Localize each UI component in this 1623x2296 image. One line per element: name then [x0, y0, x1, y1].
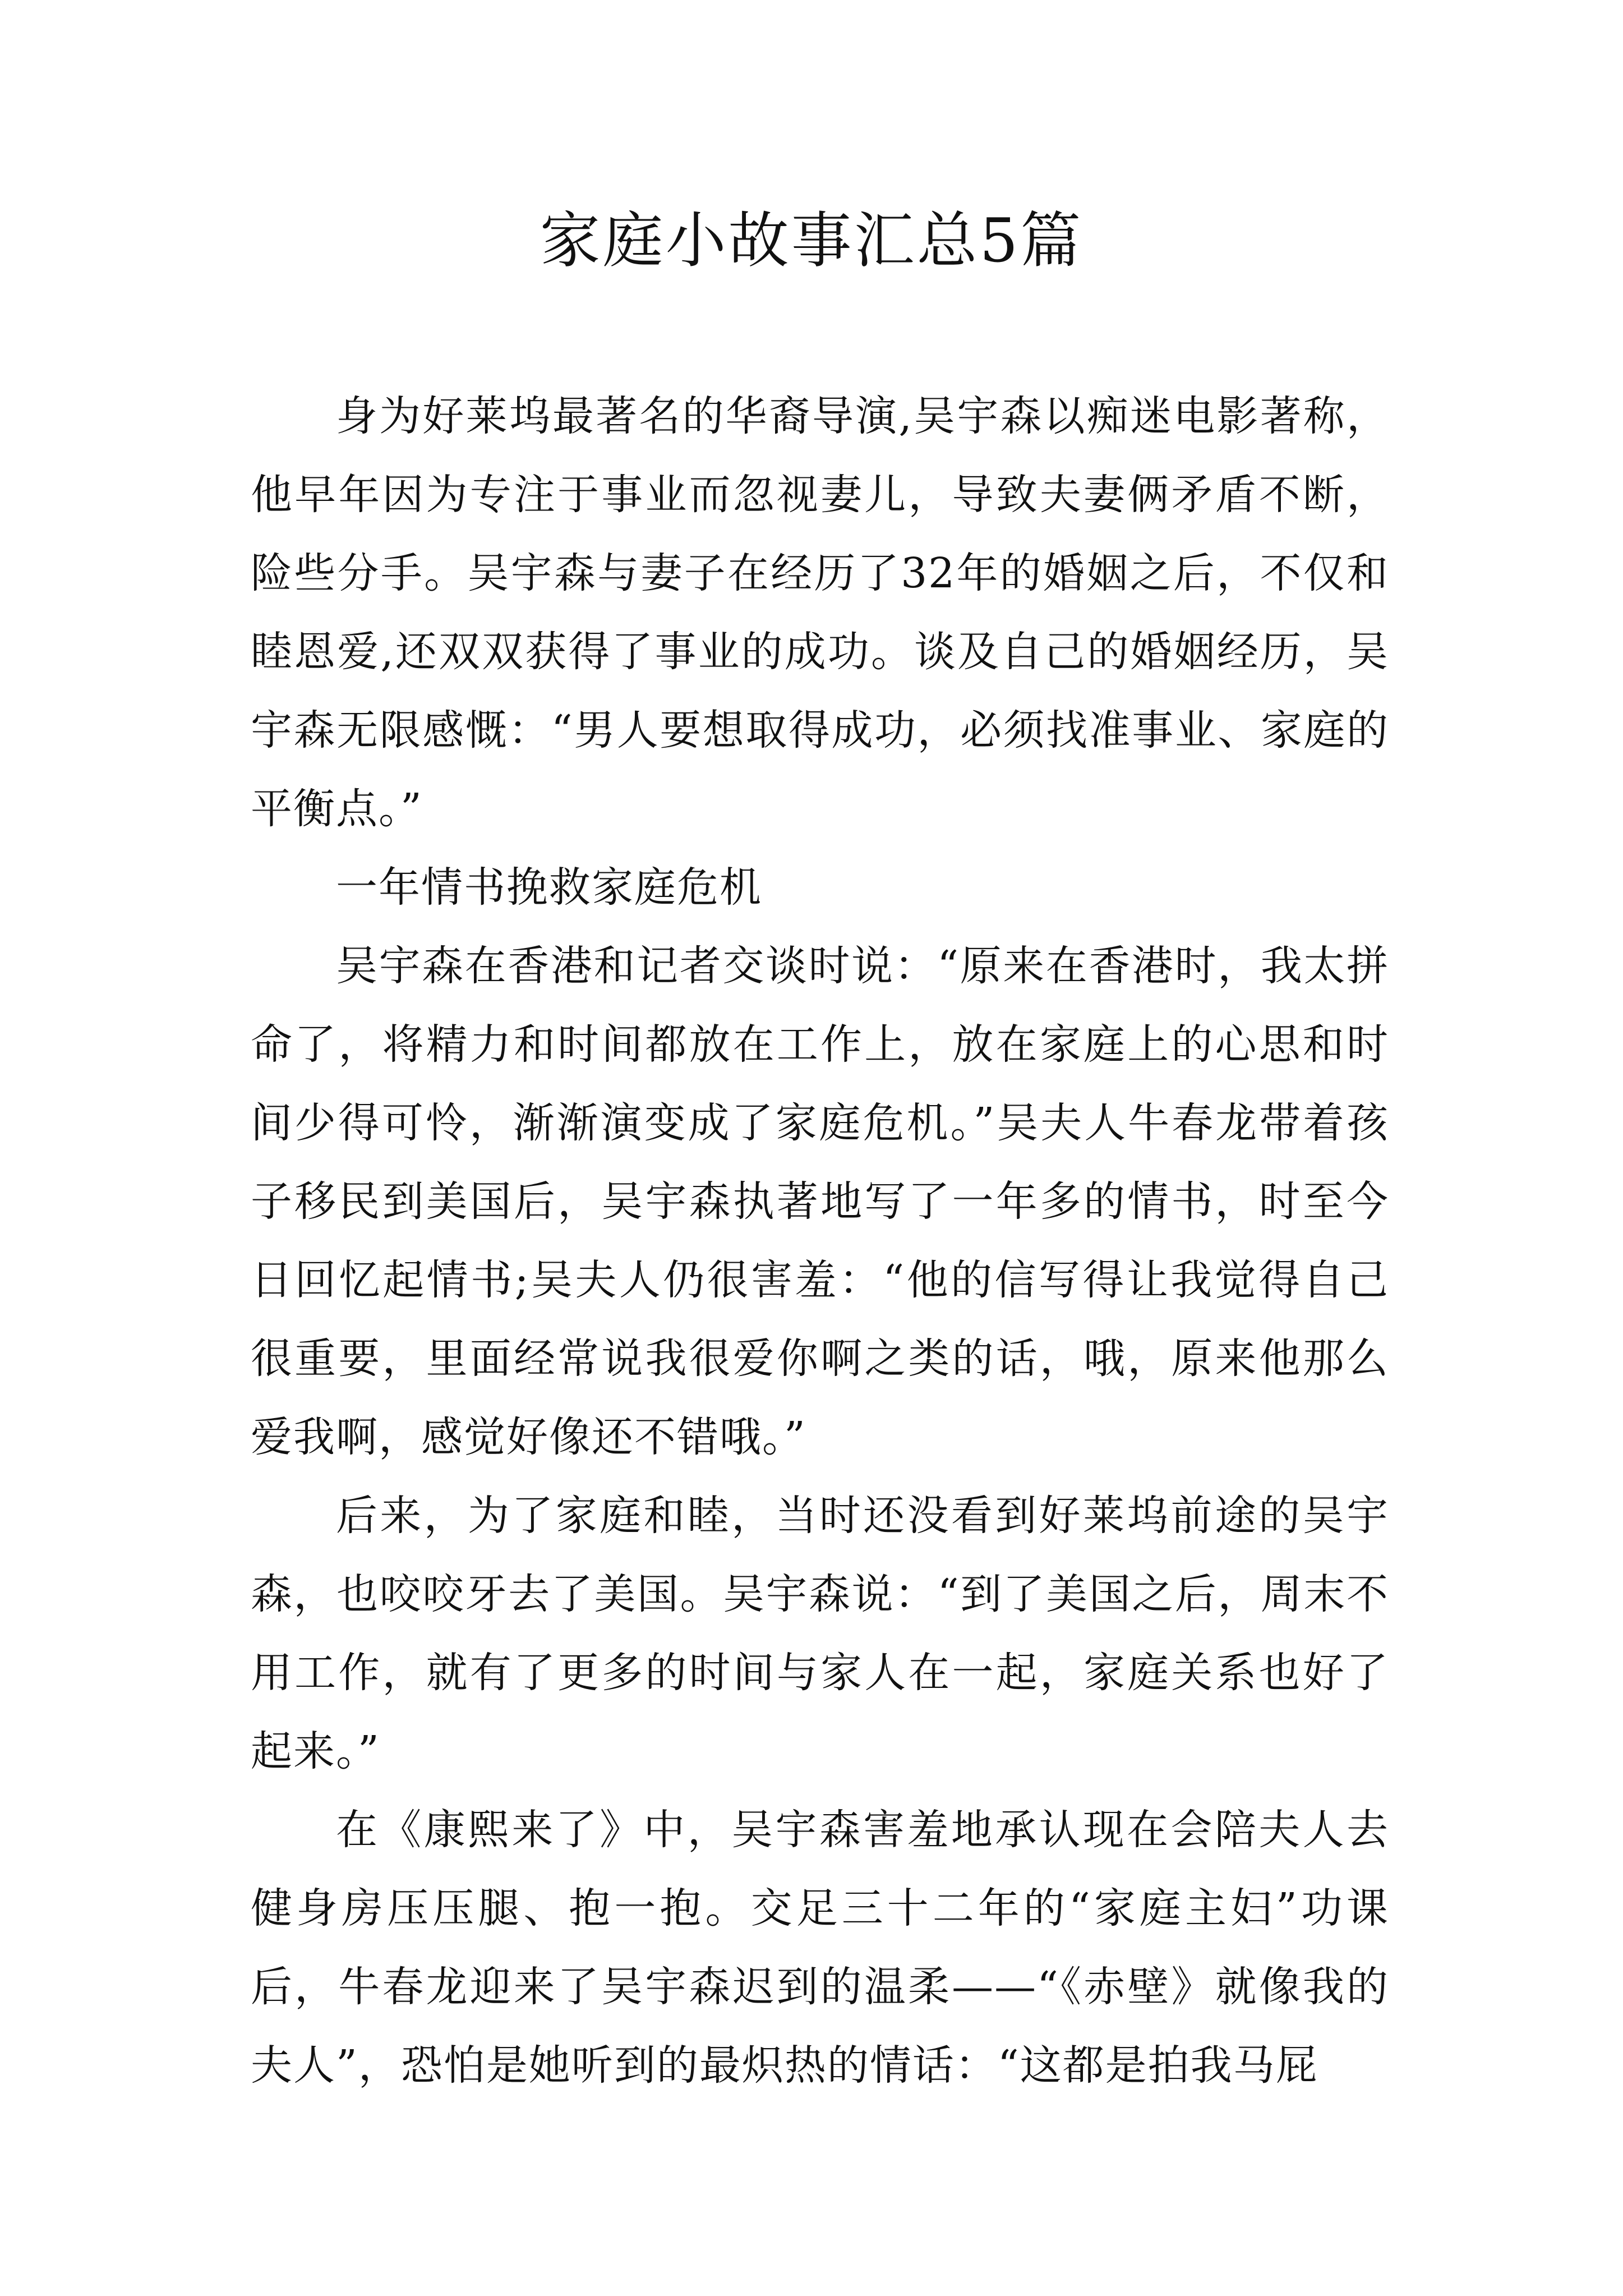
- paragraph-move-to-america: 后来，为了家庭和睦，当时还没看到好莱坞前途的吴宇森，也咬咬牙去了美国。吴宇森说：“到了美国之后，周末不用工作，就有了更多的时间与家人在一起，家庭关系也好了起来。”: [251, 1492, 1389, 1775]
- document-body: [251, 377, 1389, 2105]
- paragraph-talk-show: 在《康熙来了》中，吴宇森害羞地承认现在会陪夫人去健身房压压腿、抱一抱。交足三十二年的“家庭主妇”功课后，牛春龙迎来了吴宇森迟到的温柔——“《赤壁》就像我的夫人”，恐怕是她听到的最炽热的情话：“这都是拍我马屁: [251, 1806, 1389, 2090]
- section-heading: 一年情书挽救家庭危机: [336, 863, 762, 912]
- paragraph-intro: 身为好莱坞最著名的华裔导演,吴宇森以痴迷电影著称，他早年因为专注于事业而忽视妻儿，导致夫妻俩矛盾不断，险些分手。吴宇森与妻子在经历了32年的婚姻之后，不仅和睦恩爱,还双双获得了事业的成功。谈及自己的婚姻经历，吴宇森无限感慨：“男人要想取得成功，必须找准事业、家庭的平衡点。”: [251, 392, 1389, 833]
- paragraph-love-letters: 吴宇森在香港和记者交谈时说：“原来在香港时，我太拼命了，将精力和时间都放在工作上，放在家庭上的心思和时间少得可怜，渐渐演变成了家庭危机。”吴夫人牛春龙带着孩子移民到美国后，吴宇森执著地写了一年多的情书，时至今日回忆起情书;吴夫人仍很害羞：“他的信写得让我觉得自己很重要，里面经常说我很爱你啊之类的话，哦，原来他那么爱我啊，感觉好像还不错哦。”: [251, 942, 1389, 1461]
- document-title: 家庭小故事汇总5篇: [540, 206, 1083, 276]
